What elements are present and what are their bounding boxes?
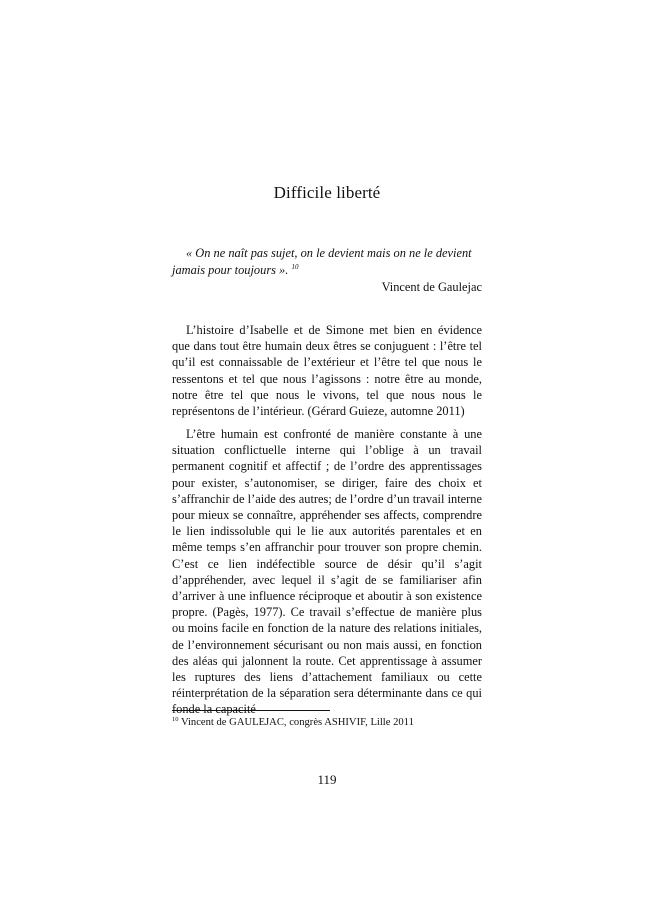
epigraph-quote-text: « On ne naît pas sujet, on le devient mais on ne le devient jamais pour toujours ». [172, 246, 472, 277]
epigraph-footnote-ref: 10 [291, 262, 299, 271]
footnote-text: Vincent de GAULEJAC, congrès ASHIVIF, Lille 2011 [180, 717, 414, 728]
body-paragraph-1: L’histoire d’Isabelle et de Simone met bien en évidence que dans tout être humain deux êtres se conjuguent : l’être tel qu’il est connaissable de l’extérieur et l’être tel que nous le ressentons et tel que nous l’agissons : notre être au monde, notre être tel que nous le vivons, tel que nous nous le représentons de l’intérieur. (Gérard Guieze, automne 2011) [172, 323, 482, 419]
body-paragraph-2: L’être humain est confronté de manière constante à une situation conflictuelle interne qui l’oblige à un travail permanent cognitif et affectif ; de l’ordre des apprentissages pour exister, s’autonomiser, se diriger, faire des choix et s’affranchir de l’aide des autres; de l’ordre d’un travail interne pour mieux se connaître, appréhender ses affects, comprendre le lien indissoluble qui le lie aux autorités parentales et en même temps s’en affranchir pour trouver son propre chemin. C’est ce lien indéfectible source de désir qu’il s’agit d’appréhender, avec lequel il s’agit de se familiariser afin d’arriver à une influence réciproque et aboutir à son existence propre. (Pagès, 1977). Ce travail s’effectue de manière plus ou moins facile en fonction de la nature des relations initiales, de l’environnement sécurisant ou non mais aussi, en fonction des aléas qui jalonnent la route. Cet apprentissage à assumer les ruptures des liens d’attachement familiaux ou cette réinterprétation de la séparation sera déterminante dans ce qui fonde la capacité [172, 427, 482, 717]
footnote [172, 716, 482, 729]
chapter-title: Difficile liberté [273, 183, 381, 202]
page-number: 119 [317, 772, 337, 787]
epigraph-author: Vincent de Gaulejac [381, 280, 482, 294]
epigraph-quote [172, 245, 482, 278]
footnote-divider [172, 710, 330, 711]
footnote-number: 10 [172, 716, 179, 723]
book-page [172, 0, 482, 920]
